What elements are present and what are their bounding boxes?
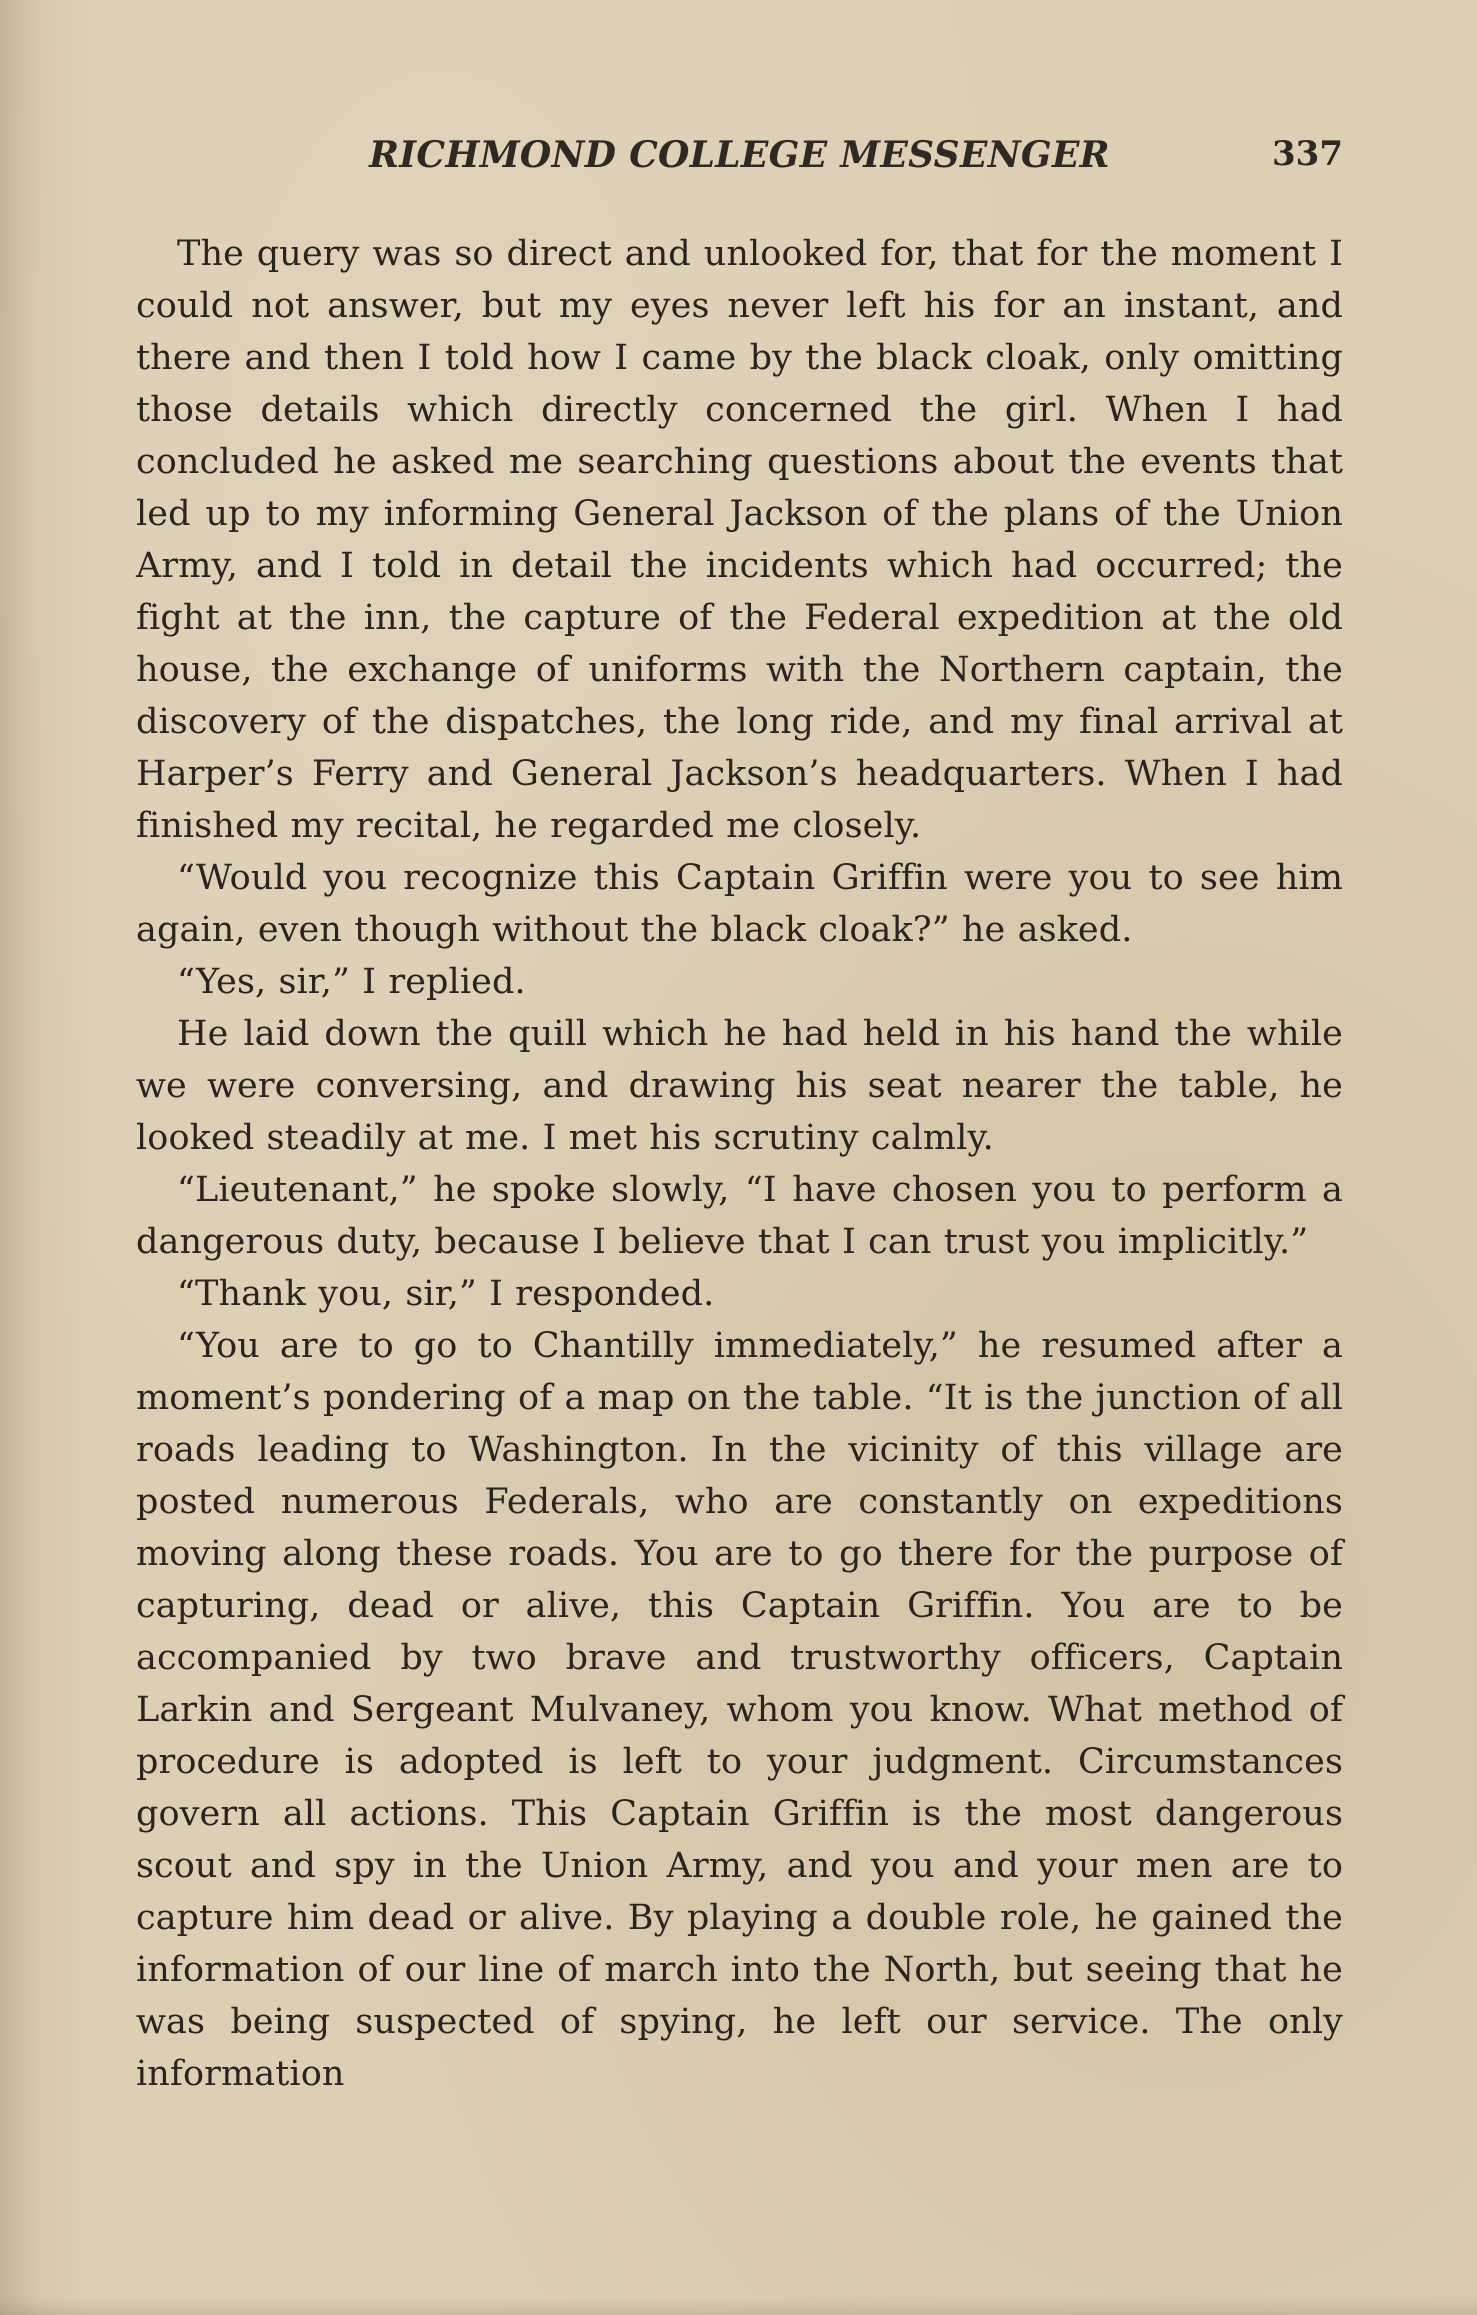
- paragraph: “Lieutenant,” he spoke slowly, “I have chosen you to perform a dangerous duty, because I believe that I can trust you implicitly.”: [136, 1170, 1343, 1262]
- paragraph: “Would you recognize this Captain Griffin were you to see him again, even though without the black cloak?” he asked.: [136, 858, 1343, 950]
- page-header: [136, 134, 1343, 184]
- paragraph: He laid down the quill which he had held in his hand the while we were conversing, and drawing his seat nearer the table, he looked steadily at me. I met his scrutiny calmly.: [136, 1014, 1343, 1158]
- running-head: RICHMOND COLLEGE MESSENGER: [369, 134, 1110, 176]
- paragraph: “Yes, sir,” I replied.: [177, 962, 526, 1002]
- page-bottom-edge: [0, 2297, 1477, 2315]
- page-number: 337: [1272, 134, 1343, 174]
- paragraph: “You are to go to Chantilly immediately,” he resumed after a moment’s pondering of a map on the table. “It is the junction of all roads leading to Washington. In the vicinity of this village are posted numerous Federals, who are constantly on expeditions moving along these roads. You are to go there for the purpose of capturing, dead or alive, this Captain Griffin. You are to be accompanied by two brave and trustworthy officers, Captain Larkin and Sergeant Mulvaney, whom you know. What method of procedure is adopted is left to your judgment. Circumstances govern all actions. This Captain Griffin is the most dangerous scout and spy in the Union Army, and you and your men are to capture him dead or alive. By playing a double role, he gained the information of our line of march into the North, but seeing that he was being suspected of spying, he left our service. The only information: [136, 1326, 1343, 2094]
- paragraph: “Thank you, sir,” I responded.: [177, 1274, 715, 1314]
- body-text: [136, 228, 1343, 2100]
- paragraph: The query was so direct and unlooked for, that for the moment I could not answer, but my eyes never left his for an instant, and there and then I told how I came by the black cloak, only omitting those details which directly concerned the girl. When I had concluded he asked me searching questions about the events that led up to my informing General Jackson of the plans of the Union Army, and I told in detail the incidents which had occurred; the fight at the inn, the capture of the Federal expedition at the old house, the exchange of uniforms with the Northern captain, the discovery of the dispatches, the long ride, and my final arrival at Harper’s Ferry and General Jackson’s headquarters. When I had finished my recital, he regarded me closely.: [136, 234, 1343, 846]
